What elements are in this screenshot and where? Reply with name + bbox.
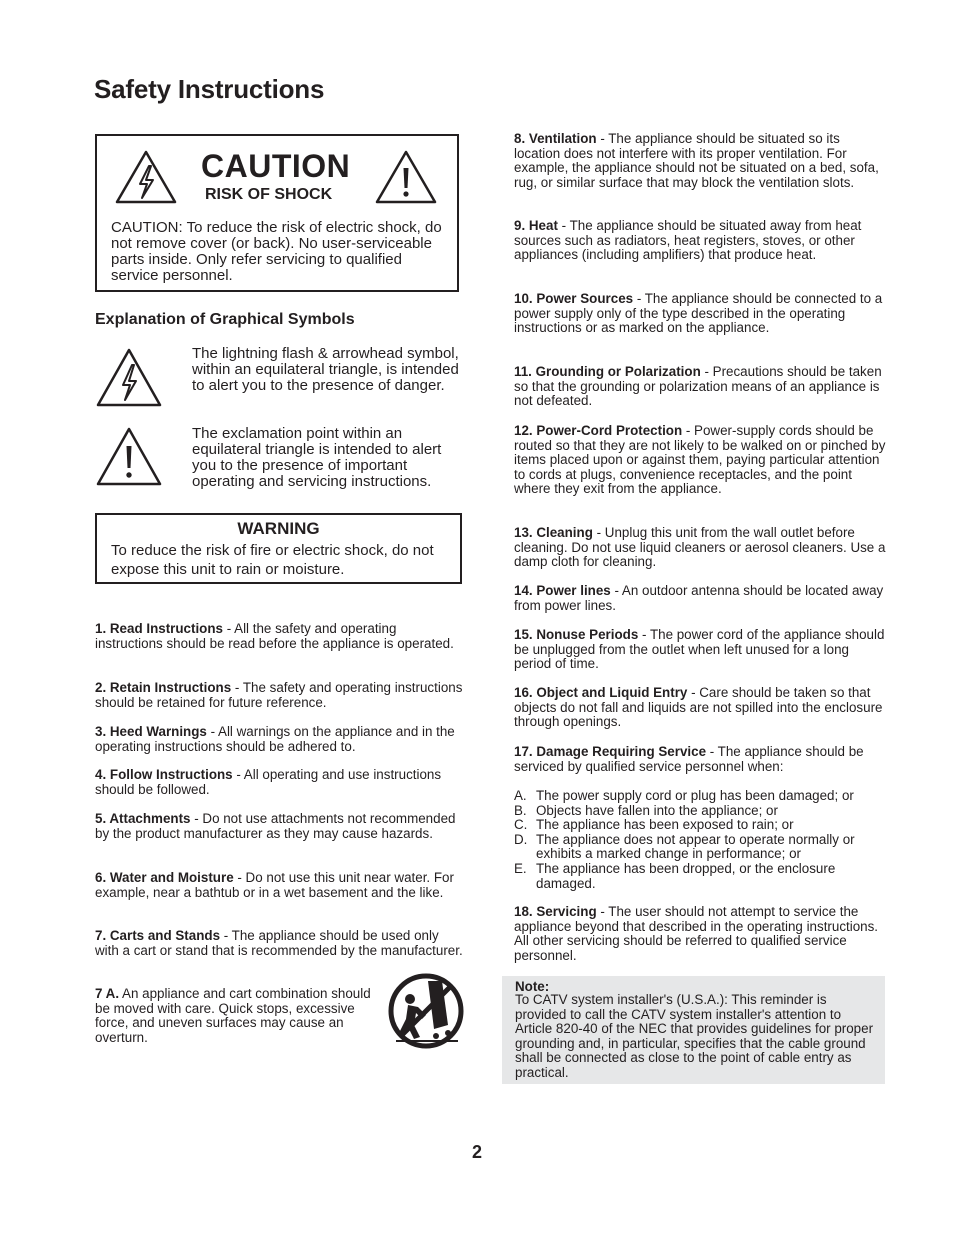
exclamation-triangle-icon [95, 426, 163, 488]
instruction-item: 13. Cleaning - Unplug this unit from the wall outlet before cleaning. Do not use liquid cleaners or aerosol cleaners. Use a damp cloth for cleaning. [514, 525, 886, 570]
page-title: Safety Instructions [94, 74, 325, 104]
instruction-item: 4. Follow Instructions - All operating and use instructions should be followed. [95, 767, 442, 797]
caution-box [95, 134, 459, 292]
warning-box [95, 513, 462, 584]
instruction-item: 15. Nonuse Periods - The power cord of the appliance should be unplugged from the outlet when left unused for a long period of time. [514, 627, 885, 672]
exclamation-triangle-icon [373, 148, 439, 206]
list-item: C. The appliance has been exposed to rain; or [514, 817, 794, 833]
instruction-item: 17. Damage Requiring Service - The appliance should be serviced by qualified service personnel when: [514, 744, 864, 774]
risk-of-shock-label: RISK OF SHOCK [205, 186, 333, 203]
instruction-item: 14. Power lines - An outdoor antenna should be located away from power lines. [514, 583, 884, 613]
caution-heading: CAUTION [201, 148, 351, 184]
lightning-triangle-icon [95, 347, 163, 409]
instruction-item: 3. Heed Warnings - All warnings on the appliance and in the operating instructions should be adhered to. [95, 724, 455, 754]
caution-text: CAUTION: To reduce the risk of electric shock, do not remove cover (or back). No user-serviceable parts inside. Only refer servicing to qualified service personnel. [111, 219, 442, 284]
instruction-item: 12. Power-Cord Protection - Power-supply cords should be routed so that they are not likely to be walked on or pinched by items placed upon or against them, paying particular attention to cords at plugs, convenience receptacles, and the point where they exit from the appliance. [514, 423, 886, 497]
warning-title: WARNING [237, 519, 320, 538]
note-text: To CATV system installer's (U.S.A.): This reminder is provided to call the CATV system installer's attention to Article 820-40 of the NEC that provides guidelines for proper grounding and, in particular, specifies that the cable ground shall be connected as close to the point of cable entry as practical. [515, 992, 874, 1080]
lightning-triangle-icon [113, 148, 179, 206]
lightning-symbol-text: The lightning flash & arrowhead symbol, within an equilateral triangle, is intended to alert you to the presence of danger. [192, 345, 459, 394]
list-item: A. The power supply cord or plug has been damaged; or [514, 788, 854, 803]
exclamation-symbol-text: The exclamation point within an equilateral triangle is intended to alert you to the presence of important operating and servicing instructions. [192, 425, 442, 490]
instruction-item: 18. Servicing - The user should not attempt to service the appliance beyond that described in the operating instructions. All other servicing should be referred to qualified service personnel. [514, 904, 879, 963]
instruction-item: 8. Ventilation - The appliance should be situated so its location does not interfere with its proper ventilation. For example, the appliance should not be situated on a bed, sofa, rug, or similar surface that may block the ventilation slots. [514, 131, 879, 190]
instruction-item: 6. Water and Moisture - Do not use this unit near water. For example, near a bathtub or in a wet basement and the like. [95, 870, 454, 900]
instruction-item: 2. Retain Instructions - The safety and operating instructions should be retained for future reference. [95, 680, 463, 710]
list-item: E. The appliance has been dropped, or the enclosure damaged. [514, 860, 836, 891]
warning-text: To reduce the risk of fire or electric shock, do not expose this unit to rain or moisture. [111, 542, 434, 578]
instruction-item: 5. Attachments - Do not use attachments not recommended by the product manufacturer as they may cause hazards. [95, 811, 456, 841]
damage-conditions-list [514, 789, 886, 891]
list-item: B. Objects have fallen into the appliance; or [514, 802, 778, 818]
note-box [502, 976, 885, 1084]
instruction-item: 16. Object and Liquid Entry - Care should be taken so that objects do not fall and liquids are not spilled into the enclosure through openings. [514, 685, 883, 730]
instruction-item: 10. Power Sources - The appliance should be connected to a power supply only of the type described in the operating instructions or as marked on the appliance. [514, 291, 883, 336]
instruction-item: 7. Carts and Stands - The appliance should be used only with a cart or stand that is recommended by the manufacturer. [95, 928, 463, 958]
page-number: 2 [472, 1142, 483, 1162]
instruction-item: 1. Read Instructions - All the safety and operating instructions should be read before the appliance is operated. [95, 621, 454, 651]
list-item: D. The appliance does not appear to operate normally or exhibits a marked change in performance; or [514, 831, 855, 862]
cart-tip-over-icon [388, 973, 464, 1049]
symbols-heading: Explanation of Graphical Symbols [95, 311, 355, 328]
instruction-item: 11. Grounding or Polarization - Precautions should be taken so that the grounding or polarization means of an appliance is not defeated. [514, 364, 882, 409]
instruction-item: 7 A. An appliance and cart combination should be moved with care. Quick stops, excessive force, and uneven surfaces may cause an overturn. [95, 986, 371, 1045]
note-title: Note: [515, 979, 550, 994]
instruction-item: 9. Heat - The appliance should be situated away from heat sources such as radiators, heat registers, stoves, or other appliances (including amplifiers) that produce heat. [514, 218, 862, 263]
